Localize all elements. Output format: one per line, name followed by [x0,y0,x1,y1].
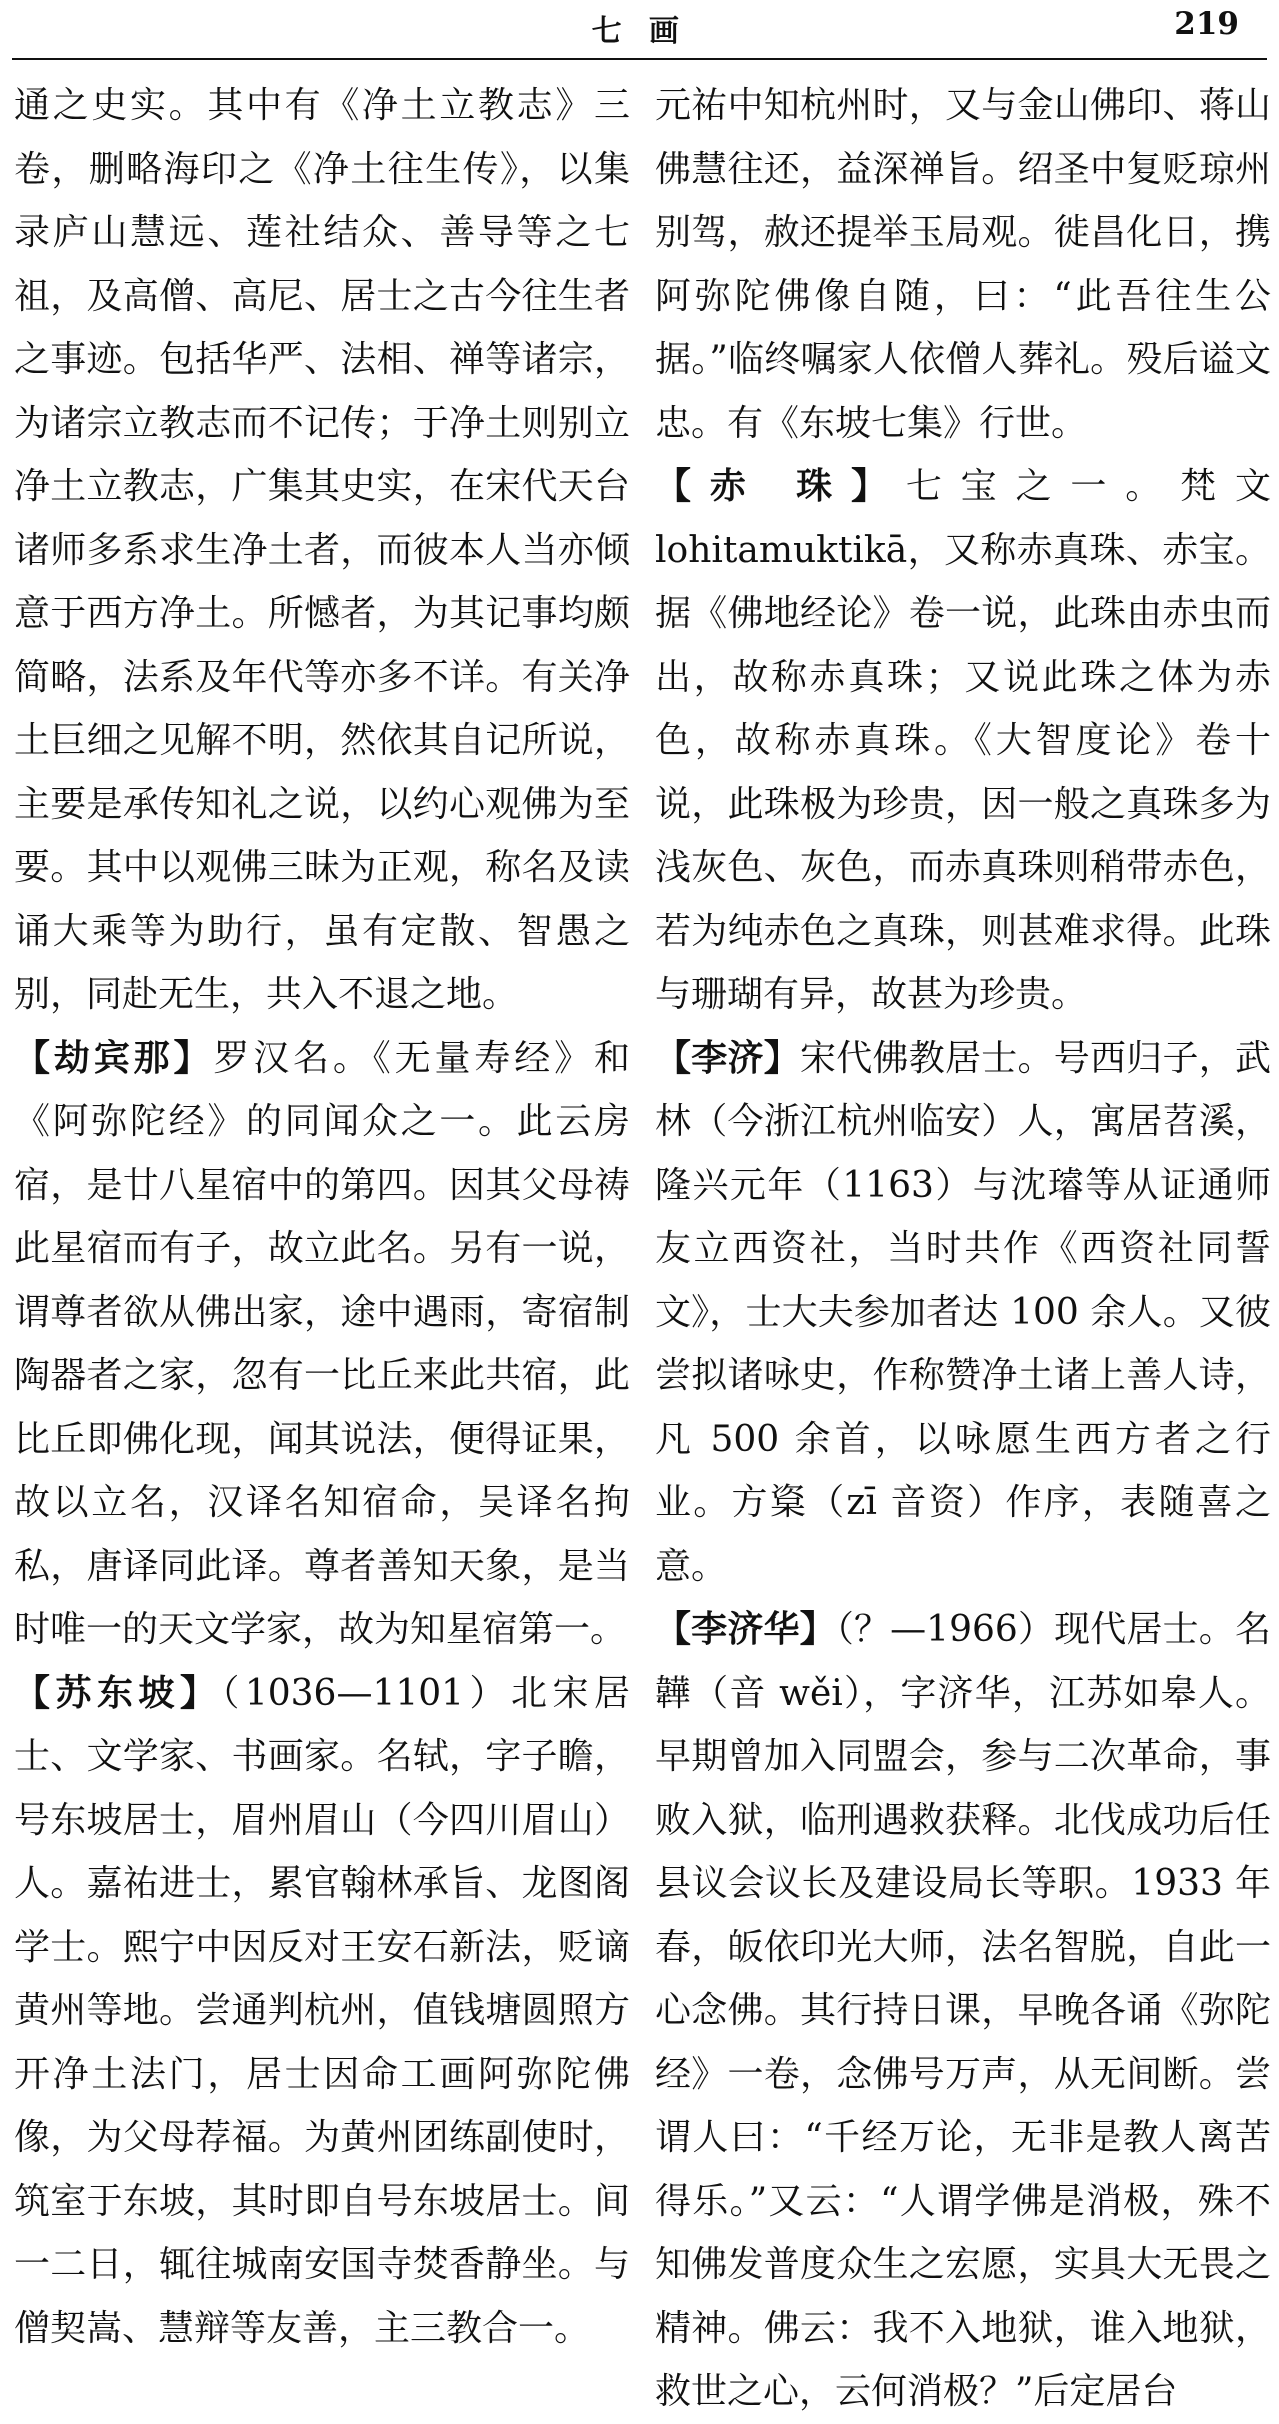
entry-text: （1036—1101）北宋居士、文学家、书画家。名轼，字子瞻，号东坡居士，眉州眉山（今四川眉山）人。嘉祐进士，累官翰林承旨、龙图阁学士。熙宁中因反对王安石新法，贬谪黄州等地。尝通判杭州，值钱塘圆照方开净土法门，居士因命工画阿弥陀佛像，为父母荐福。为黄州团练副使时，筑室于东坡，其时即自号东坡居士。间一二日，辄往城南安国寺焚香静坐。与僧契嵩、慧辩等友善，主三教合一。 [14,1672,630,2349]
entry-sudongpo [14,1662,630,2361]
left-column [14,74,630,2349]
entry-text: 罗汉名。《无量寿经》和《阿弥陀经》的同闻众之一。此云房宿，是廿八星宿中的第四。因其父母祷此星宿而有子，故立此名。另有一说，谓尊者欲从佛出家，途中遇雨，寄宿制陶器者之家，忽有一比丘来此共宿，此比丘即佛化现，闻其说法，便得证果，故以立名，汉译名知宿命，吴译名拘私，唐译同此译。尊者善知天象，是当时唯一的天文学家，故为知星宿第一。 [14,1037,630,1650]
entry-term: 【李济华】 [655,1609,836,1650]
entry-text: （？—1966）现代居士。名韡（音 wěi），字济华，江苏如皋人。早期曾加入同盟会，参与二次革命，事败入狱，临刑遇救获释。北伐成功后任县议会议长及建设局长等职。1933 年春，皈依印光大师，法名智脱，自此一心念佛。其行持日课，早晚各诵《弥陀经》一卷，念佛号万声，从无间断。尝谓人曰：“千经万论，无非是教人离苦得乐。”又云：“人谓学佛是消极，殊不知佛发普度众生之宏愿，实具大无畏之精神。佛云：我不入地狱，谁入地狱，救世之心，云何消极？”后定居台 [655,1609,1271,2412]
page-header [12,0,1267,60]
continued-paragraph: 通之史实。其中有《净土立教志》三卷，删略海印之《净土往生传》，以集录庐山慧远、莲社结众、善导等之七祖，及高僧、高尼、居士之古今往生者之事迹。包括华严、法相、禅等诸宗，为诸宗立教志而不记传；于净土则别立净土立教志，广集其史实，在宋代天台诸师多系求生净土者，而彼本人当亦倾意于西方净土。所憾者，为其记事均颇简略，法系及年代等亦多不详。有关净土巨细之见解不明，然依其自记所说，主要是承传知礼之说，以约心观佛为至要。其中以观佛三昧为正观，称名及读诵大乘等为助行，虽有定散、智愚之别，同赴无生，共入不退之地。 [14,85,630,1015]
right-column [655,74,1271,2412]
section-title: 七 画 [591,14,688,49]
entry-term: 【赤 珠】 [655,466,906,507]
entry-chizhu [655,455,1271,1027]
continued-paragraph: 元祐中知杭州时，又与金山佛印、蒋山佛慧往还，益深禅旨。绍圣中复贬琼州别驾，赦还提举玉局观。徙昌化日，携阿弥陀佛像自随，曰：“此吾往生公据。”临终嘱家人依僧人葬礼。殁后谥文忠。有《东坡七集》行世。 [655,85,1271,444]
page-number: 219 [1174,6,1239,42]
entry-term: 【李济】 [655,1037,800,1079]
entry-term: 【苏东坡】 [14,1672,222,1714]
entry-term: 【劫宾那】 [14,1037,214,1079]
entry-text: 七宝之一。梵文 lohitamuktikā，又称赤真珠、赤宝。据《佛地经论》卷一说，此珠由赤虫而出，故称赤真珠；又说此珠之体为赤色，故称赤真珠。《大智度论》卷十说，此珠极为珍贵，因一般之真珠多为浅灰色、灰色，而赤真珠则稍带赤色，若为纯赤色之真珠，则甚难求得。此珠与珊瑚有异，故甚为珍贵。 [655,466,1271,1015]
entry-text: 宋代佛教居士。号西归子，武林（今浙江杭州临安）人，寓居苕溪，隆兴元年（1163）与沈璿等从证通师友立西资社，当时共作《西资社同誓文》，士大夫参加者达 100 余人。又彼尝拟诸咏史，作称赞净土诸上善人诗，凡 500 余首，以咏愿生西方者之行业。方楶（zī 音资）作序，表随喜之意。 [655,1037,1271,1587]
entry-jiebinna [14,1027,630,1662]
entry-lijihua [655,1598,1271,2424]
entry-liji [655,1027,1271,1599]
header-rule [12,58,1267,60]
